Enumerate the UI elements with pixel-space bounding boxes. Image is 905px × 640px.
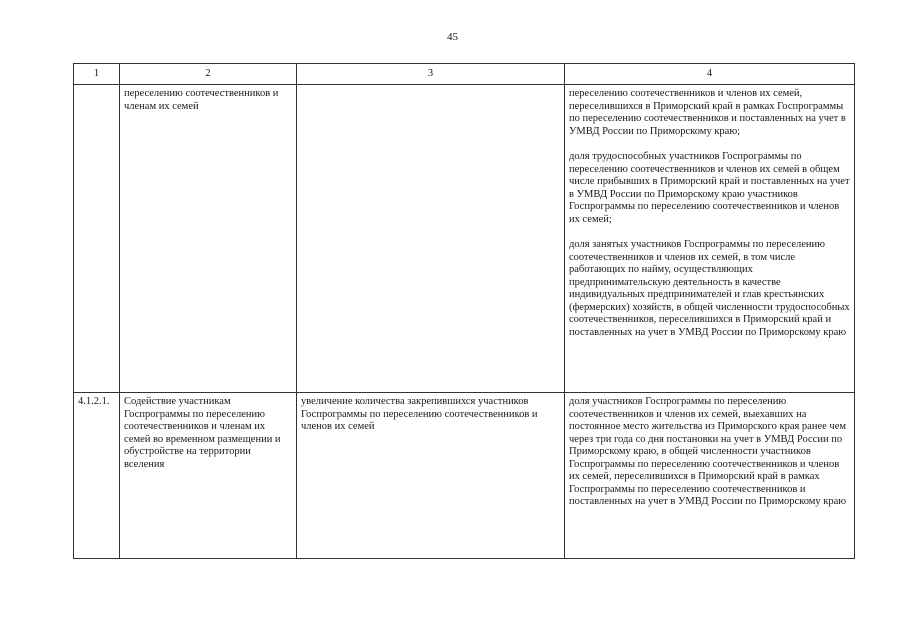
expected-result-cell: увеличение количества закрепившихся участников Госпрограммы по переселению соотечественников и членов их семей (297, 393, 565, 559)
indicator-paragraph: доля занятых участников Госпрограммы по переселению соотечественников и членов их семей, в том числе работающих по найму, осуществляющих предпринимательскую деятельность в качестве индивидуальных предпринимателей и глав крестьянских (фермерских) хозяйств, в общей численности трудоспособных соотечественников, переселившихся в Приморский край и поставленных на учет в УМВД России по Приморскому краю (569, 239, 850, 338)
expected-result-cell (297, 85, 565, 393)
table-row (74, 85, 855, 393)
indicator-cell (565, 393, 855, 559)
page-number: 45 (447, 31, 458, 43)
row-number-cell: 4.1.2.1. (74, 393, 120, 559)
header-col-3: 3 (297, 64, 565, 85)
row-number-cell (74, 85, 120, 393)
measure-name-cell: Содействие участникам Госпрограммы по переселению соотечественников и членам их семей во временном размещении и обустройстве на территории вселения (120, 393, 297, 559)
header-col-1: 1 (74, 64, 120, 85)
table-row (74, 393, 855, 559)
program-table (73, 63, 855, 559)
header-col-4: 4 (565, 64, 855, 85)
indicator-cell (565, 85, 855, 393)
header-row (74, 64, 855, 85)
header-col-2: 2 (120, 64, 297, 85)
indicator-paragraph: доля участников Госпрограммы по переселению соотечественников и членов их семей, выехавших на постоянное место жительства из Приморского края ранее чем через три года со дня постановки на учет в УМВД России по Приморскому краю, в общей численности участников Госпрограммы по переселению соотечественников и членов их семей, переселившихся в Приморский край в рамках Госпрограммы по переселению соотечественников и поставленных на учет в УМВД России по Приморскому краю (569, 396, 847, 507)
measure-name-cell: переселению соотечественников и членам их семей (120, 85, 297, 393)
indicator-paragraph: доля трудоспособных участников Госпрограммы по переселению соотечественников и членов их семей в общем числе прибывших в Приморский край и поставленных на учет в УМВД России по Приморскому краю участников Госпрограммы по переселению соотечественников и членов их семей; (569, 151, 850, 225)
indicator-paragraph: переселению соотечественников и членов их семей, переселившихся в Приморский край в рамках Госпрограммы по переселению соотечественников и поставленных на учет в УМВД России по Приморскому краю; (569, 88, 846, 137)
